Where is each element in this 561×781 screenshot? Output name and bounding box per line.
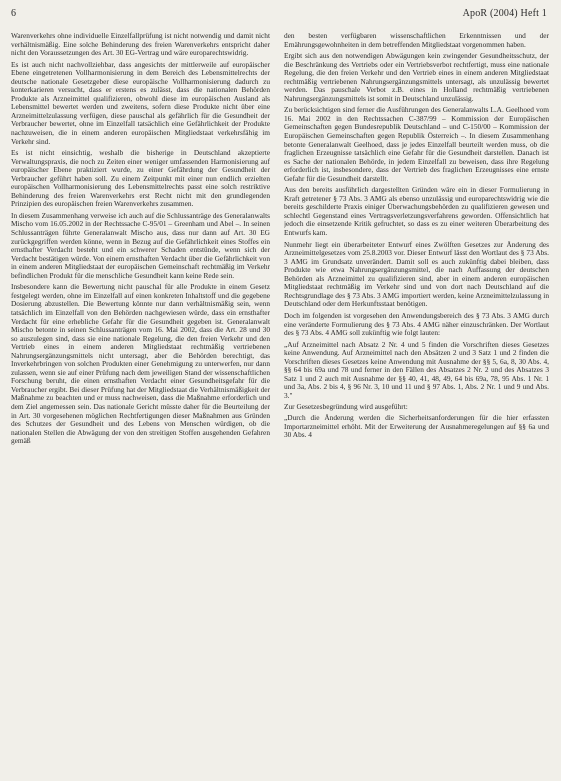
running-head: ApoR (2004) Heft 1 [462,8,547,19]
paragraph: Zu berücksichtigen sind ferner die Ausführungen des Generalanwalts L.A. Geelhoed vom 16. Mai 2002 in den Rechtssachen C-387/99 – Kommission der Europäischen Gemeinschaften gegen Bundesrepublik Deutschland – und C-150/00 – Kommission der Europäischen Gemeinschaften gegen Republik Österreich –. In diesem Zusammenhang betonte Generalanwalt Geelhoed, dass je jedes Einzelfall beurteilt werden muss, ob die fraglichen Erzeugnisse tatsächlich eine Gefahr für die Gesundheit darstellen. Danach ist es Sache der nationalen Behörde, in jedem Einzelfall zu beweisen, dass ihre Regelung erforderlich ist, insbesondere, dass der Vertrieb des fraglichen Erzeugnisses eine ernste Gefahr für die Gesundheit darstellt. [284,105,549,183]
paragraph: Ergibt sich aus den notwendigen Abwägungen kein zwingender Gesundheitsschutz, der die Beschränkung des Vertriebs oder ein Vertriebsverbot rechtfertigt, muss eine nationale Regelung, die den freien Verkehr und den Vertrieb eines in einem anderen Mitgliedstaat rechtmäßig vertriebenen Nahrungsergänzungsmittels untersagt, als unzulässig bewertet werden. Das pauschale Verbot z.B. eines in Holland rechtmäßig vertriebenen Nahrungsergänzungsmittels ist somit in Deutschland unzulässig. [284,51,549,103]
right-column [284,32,549,775]
paragraph: Zur Gesetzesbegründung wird ausgeführt: [284,402,408,412]
paragraph: Insbesondere kann die Bewertung nicht pauschal für alle Produkte in einem Gesetz festgelegt werden, ohne im Einzelfall auf einen konkreten Inhaltstoff und die gegebene Dosierung abzustellen. Die Bewertung könnte nur dann verhältnismäßig sein, wenn tatsächlich im Einzelfall von den Behörden nachgewiesen würde, dass ein ernsthafter Verdacht für eine erhebliche Gefahr für die Gesundheit gegeben ist. Generalanwalt Mischo betonte in seinen Schlussanträgen vom 16. Mai 2002, dass die Art. 28 und 30 so auszulegen sind, dass sie eine nationale Regelung, die den freien Verkehr und den Vertrieb eines in einem anderen Mitgliedstaat rechtmäßig vertriebenen Nahrungsergänzungsmittels nicht untersagt, aber die Behörden berechtigt, das Inverkehrbringen von solchen Produkten einer Genehmigung zu unterwerfen, nur dann zulassen, wenn sie auf einer Prüfung nach dem jeweiligen Stand der wissenschaftlichen Forschung beruht, die einen ernsthaften Verdacht einer Gesundheitsgefahr für die Verbraucher ergibt. Bei dieser Prüfung hat der Mitgliedstaat die Verhältnismäßigkeit der Maßnahme zu beachten und er muss nachweisen, dass die Maßnahme erforderlich und dem Ziel angemessen sein. Das nationale Gericht müsste daher für die Beurteilung der in Art. 30 vorgesehenen möglichen Rechtfertigungen dieser Maßnahmen aus Gründen des Schutzes der Gesundheit und des Lebens von Menschen würdigen, ob die nationalen Stellen die Abwägung der von den streitigen Stoffen ausgehenden Gefahren gemäß [11,282,270,446]
quote-paragraph: „Auf Arzneimittel nach Absatz 2 Nr. 4 und 5 finden die Vorschriften dieses Gesetzes keine Anwendung. Auf Arzneimittel nach den Absätzen 2 und 3 Satz 1 und 2 finden die Vorschriften dieses Gesetzes keine Anwendung mit Ausnahme der §§ 5, 6a, 8, 30 Abs. 4, §§ 64 bis 69a und 78 und ferner in den Fällen des Absatzes 2 Nr. 2 und des Absatzes 3 Satz 1 und 2 auch mit Ausnahme der §§ 40, 41, 48, 49, 64 bis 69a, 78, 95 Abs. 1 Nr. 1 und 3a, Abs. 2 bis 4, § 96 Nr. 3, 10 und 11 und § 97 Abs. 1, Abs. 2 Nr. 1 und 9 und Abs. 3." [284,339,549,400]
paragraph: In diesem Zusammenhang verweise ich auch auf die Schlussanträge des Generalanwalts Mischo vom 16.05.2002 in der Rechtssache C-95/01 – Greenham und Abel –. In seinen Schlussanträgen führte Generalanwalt Mischo aus, dass nur dann auf Art. 30 EG zurückgegriffen werden könne, wenn in Bezug auf die Gefährlichkeit eines Stoffes ein ernsthafter Verdacht besteht und ein schwerer Schaden entstünde, wenn sich der Verdacht bestätigen würde. Von einem ernsthaften Verdacht über die Gefährlichkeit von in einem anderen Mitgliedstaat der europäischen Gemeinschaft rechtmäßig im Verkehr befindlichen Produkt für die menschliche Gesundheit kann keine Rede sein. [11,210,270,280]
paragraph: Es ist auch nicht nachvollziehbar, dass angesichts der mittlerweile auf europäischer Ebene eingetretenen Vollharmonisierung in dem Bereich des Lebensmittelrechts der deutsche nationale Gesetzgeber diese europäische Vollharmonisierung dadurch zu konterkarieren versucht, dass er erstens es zulässt, dass die nationalen Behörden Produkte als Arzneimittel qualifizieren, obwohl diese im europäischen Ausland als Lebensmittel bewertet werden und zweitens, sofern diese Produkte nicht über eine Arzneimittelzulassung verfügen, diese pauschal als gefährlich für die Gesundheit der Verbraucher bewertet, ohne im Einzelfall tatsächlich eine Gefährlichkeit der Produkte nachzuweisen, die in einem anderen europäischen Mitgliedstaat verkehrsfähig im Verkehr sind. [11,59,270,146]
paragraph: den besten verfügbaren wissenschaftlichen Erkenntnissen und der Ernährungsgewohnheiten in dem betreffenden Mitgliedstaat vorgenommen haben. [284,32,549,49]
paragraph: Es ist nicht einsichtig, weshalb die bisherige in Deutschland akzeptierte Verwaltungspraxis, die noch zu Zeiten einer weniger umfassenden Harmonisierung auf europäischer Ebene praktiziert wurde, zu einer Gefährdung der Gesundheit der Verbraucher geführt haben soll. Zu einem Zeitpunkt mit einer nun endlich erzielten europäischen Vollharmonisierung des Lebensmittelrechts passt eine solch restriktive Behinderung des freien Warenverkehrs erst Recht nicht mit den grundlegenden Prinzipien des europäischen freien Warenverkehrs zusammen. [11,148,270,209]
paragraph: Aus den bereits ausführlich dargestellten Gründen wäre ein in dieser Formulierung in Kraft getretener § 73 Abs. 3 AMG als ebenso unzulässig und europarechtswidrig wie die bereits geschilderte Praxis einiger Überwachungsbehörden zu qualifizieren gewesen und schlechtl Gegenstand eines Vertragsverletzungsverfahrens geworden. Offensichtlich hat jedoch die einsetzende Kritik gefruchtet, so dass es zu einer weiteren Überarbeitung des Entwurfs kam. [284,185,549,238]
paragraph: Doch im folgenden ist vorgesehen den Anwendungsbereich des § 73 Abs. 3 AMG durch eine veränderte Formulierung des § 73 Abs. 4 AMG näher einzuschränken. Der Wortlaut des § 73 Abs. 4 AMG soll zukünftig wie folgt lauten: [284,310,549,338]
quote-paragraph: „Durch die Änderung werden die Sicherheitsanforderungen für die hier erfassten Importarzneimittel erhöht. Mit der Erweiterung der Ausnahmeregelungen auf §§ 6a und 30 Abs. 4 [284,412,549,440]
paragraph: Nunmehr liegt ein überarbeiteter Entwurf eines Zwölften Gesetzes zur Änderung des Arzneimittelgesetzes vom 25.8.2003 vor. Dieser Entwurf lässt den Wortlaut des § 73 Abs. 3 AMG im Grundsatz unverändert. Damit soll es auch zukünftig dabei bleiben, dass Produkte wie etwa Nahrungsergänzungsmittel, die nach Auffassung der deutschen Behörden als Arzneimittel zu qualifizieren sind, aber in einem anderen europäischen Mitgliedstaat rechtmäßig im Verkehr sind und von dort nach Deutschland auf die Rechtsgrundlage des § 73 Abs. 3 AMG importiert werden, keine Arzneimittelzulassung in Deutschland oder dem Herkunftsstaat benötigen. [284,239,549,309]
page-number: 6 [11,8,16,19]
paragraph: Warenverkehrs ohne individuelle Einzelfallprüfung ist nicht notwendig und damit nicht verhältnismäßig. Eine solche Behinderung des freien Warenverkehrs entspricht daher nicht den Voraussetzungen des Art. 30 EG-Vertrag und wäre europarechtswidrig. [11,32,270,58]
left-column [11,32,270,775]
